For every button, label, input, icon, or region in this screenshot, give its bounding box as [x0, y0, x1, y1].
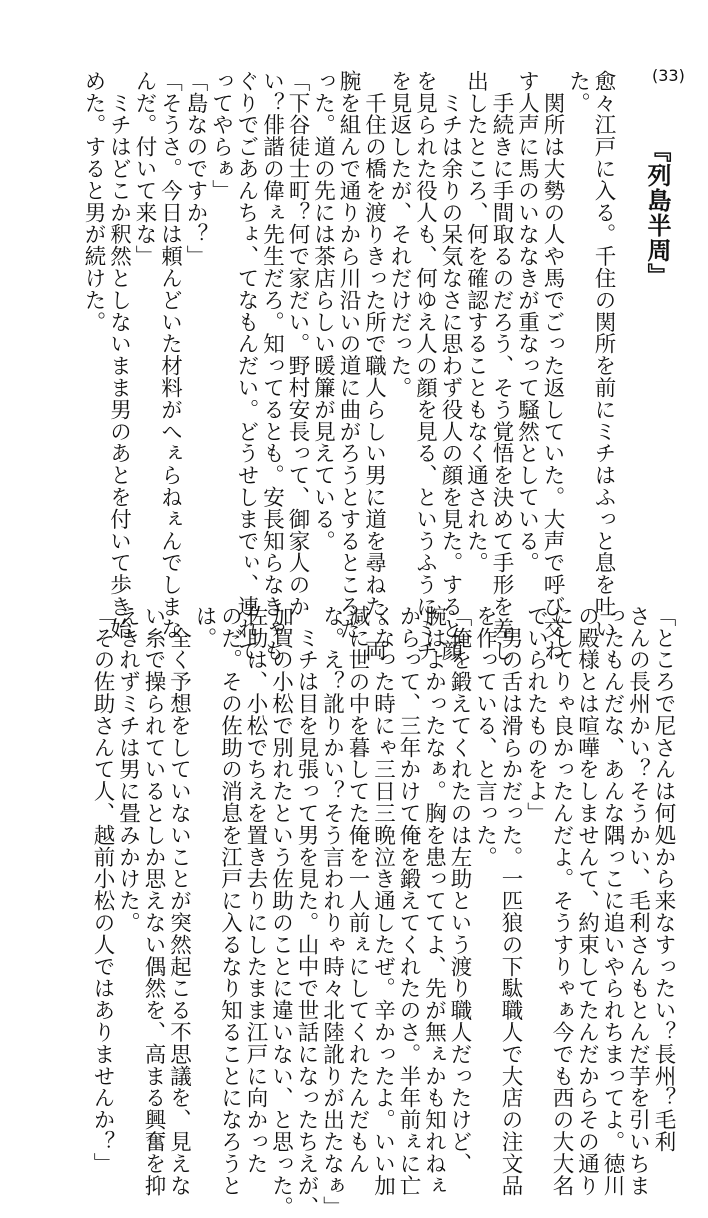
text-line: 全く予想をしていないことが突然起こる不思議を、見えな [166, 605, 192, 1197]
upper-text-block [26, 70, 616, 662]
text-line: 減に世の中を暮してた俺を一人前ぇにしてくれたんだもん [345, 605, 370, 1175]
text-line: えきれずミチは男に畳みかけた。 [115, 605, 141, 934]
text-line: ぐりでごあんちょ、てなもんだい。どうせしまでぃ、連れて [234, 70, 259, 662]
text-line: 愈々江戸に入る。千住の関所を前にミチはふっと息を吐い [591, 70, 616, 640]
text-line: 加賀の小松で別れたという佐助のことに違いない、と思った。 [268, 605, 294, 1218]
text-line: 千住の橋を渡りきった所で職人らしい男に道を尋ねた。両 [361, 70, 387, 662]
text-line: 「俺を鍛えてくれたのは左助という渡り職人だったけど、 [447, 605, 472, 1175]
text-line: でいられたものをよ」 [523, 605, 549, 824]
text-line: を見られた役人も、何ゆえ人の顔を見る、というふうにミチ [412, 70, 438, 662]
chapter-title: 『列島半周』 [643, 138, 671, 288]
text-line: 「その佐助さんて人、越前小松の人ではありませんか？」 [90, 605, 115, 1175]
text-line: 関所は大勢の人や馬でごった返していた。大声で呼び交わ [540, 70, 565, 662]
text-line: す人声に馬のいななきが重なって騒然としている。 [514, 70, 540, 574]
text-line: 佐助は、小松でちえを置き去りにしたまま江戸に向かった [243, 605, 268, 1175]
text-line: 腕を組んで通りから川沿いの道に曲がろうとするところだ [336, 70, 361, 640]
text-line: のだ。その佐助の消息を江戸に入るなり知ることになろうと [217, 605, 243, 1197]
text-line: 手続きに手間取るのだろう、そう覚悟を決めて手形を差し [489, 70, 514, 662]
text-line: は。 [192, 605, 217, 649]
text-line: ミチはどこか釈然としないまま男のあとを付いて歩き始 [106, 70, 132, 640]
text-line: の殿様とは喧嘩をしませんて、約束してたんだからその通り [574, 605, 600, 1197]
text-line: 「下谷徒士町？何で家だい。野村安長って、御家人のか [285, 70, 310, 618]
text-line: 「ところで尼さんは何処から来なすったい？長州？毛利 [651, 605, 676, 1153]
text-line: い糸で操られているとしか思えない偶然を、高まる興奮を抑 [141, 605, 166, 1197]
page-number: (33) [652, 66, 685, 85]
lower-text-block [90, 605, 676, 1218]
text-line: 出したところ、何を確認することもなく通された。 [463, 70, 489, 574]
text-line: にしてりゃ良かったんだよ。そうすりゃぁ今でも西の大大名 [549, 605, 574, 1197]
text-line: 「そうさ。今日は頼んどいた材料がへぇらねぇんでしまな [157, 70, 183, 640]
text-line: ってやらぁ」 [208, 70, 234, 202]
text-line: な。え？訛りかい？そう言われりゃ時々北陸訛りが出たなぁ」 [319, 605, 345, 1218]
text-line: さんの長州かい？そうかい、毛利さんもとんだ芋を引いちま [625, 605, 651, 1197]
text-line: 腕はよかったなぁ。胸を患っててよ、先が無ぇかも知れねぇ [421, 605, 447, 1197]
text-line: い？俳諧の偉ぇ先生だろ。知ってるとも。安長知らなきゃも [259, 70, 285, 662]
text-line: 男の舌は滑らかだった。一匹狼の下駄職人で大店の注文品 [498, 605, 523, 1197]
text-line: ったもんだな、あんな隅っこに追いやられちまってよ。徳川 [600, 605, 625, 1197]
text-line: くなった時にゃ三日三晩泣き通したぜ。辛かったよ。いい加 [370, 605, 396, 1197]
text-line: 「島なのですか？」 [183, 70, 208, 268]
text-line: ミチは余りの呆気なさに思わず役人の顔を見た。すると顔 [438, 70, 463, 662]
text-line: からって、三年かけて俺を鍛えてくれたのさ。半年前ぇに亡 [396, 605, 421, 1197]
text-line: んだ。付いて来な」 [132, 70, 157, 268]
text-line: を作っている、と言った。 [472, 605, 498, 868]
text-line: ミチは目を見張って男を見た。山中で世話になったちえが、 [294, 605, 319, 1218]
text-line: った。道の先には茶店らしい暖簾が見えている。 [310, 70, 336, 552]
text-line: めた。すると男が続けた。 [81, 70, 106, 333]
text-line: を見返したが、それだけだった。 [387, 70, 412, 399]
text-line: た。 [565, 70, 591, 114]
